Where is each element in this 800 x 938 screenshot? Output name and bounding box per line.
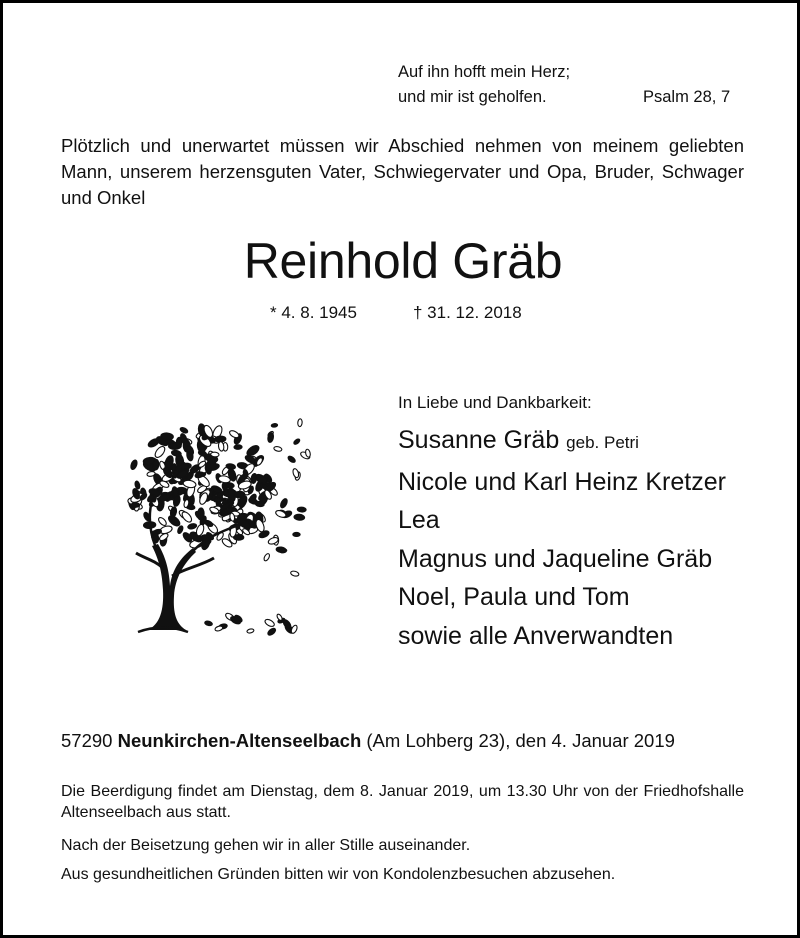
mourner-line (398, 421, 726, 463)
mourner-line: Magnus und Jaqueline Gräb (398, 544, 713, 573)
place-date-line (61, 729, 675, 753)
mourner-line: Lea (398, 506, 440, 534)
postcode: 57290 (61, 730, 113, 751)
windblown-tree-icon (108, 398, 318, 643)
mourner-line: Noel, Paula und Tom (398, 583, 630, 611)
mourners-heading: In Liebe und Dankbarkeit: (398, 393, 592, 412)
burial-note: Nach der Beisetzung gehen wir in aller Stille auseinander. (61, 837, 471, 854)
condolence-note: Aus gesundheitlichen Gründen bitten wir von Kondolenzbesuchen abzusehen. (61, 866, 616, 883)
mourner-name: Susanne Gräb (398, 426, 560, 454)
mourner-line: Nicole und Karl Heinz Kretzer (398, 467, 726, 496)
verse-reference: Psalm 28, 7 (643, 88, 731, 106)
bible-verse (398, 60, 570, 110)
mourners-list (398, 421, 726, 655)
birth-date: * 4. 8. 1945 (270, 303, 357, 322)
mourner-line: sowie alle Anverwandten (398, 621, 674, 650)
deceased-name: Reinhold Gräb (243, 233, 563, 289)
maiden-name: geb. Petri (566, 433, 639, 452)
verse-line-1: Auf ihn hofft mein Herz; (398, 63, 571, 81)
verse-line-2: und mir ist geholfen. (398, 88, 547, 106)
town-name: Neunkirchen-Altenseelbach (117, 730, 362, 751)
funeral-info: Die Beerdigung findet am Dienstag, dem 8. Januar 2019, um 13.30 Uhr von der Friedhofshalle Altenseelbach aus statt. (61, 783, 744, 821)
intro-text: Plötzlich und unerwartet müssen wir Abschied nehmen von meinem geliebten Mann, unserem herzensguten Vater, Schwiegervater und Opa, Bruder, Schwager und Onkel (61, 135, 744, 208)
address-date: (Am Lohberg 23), den 4. Januar 2019 (366, 730, 675, 751)
death-date: † 31. 12. 2018 (413, 303, 522, 322)
